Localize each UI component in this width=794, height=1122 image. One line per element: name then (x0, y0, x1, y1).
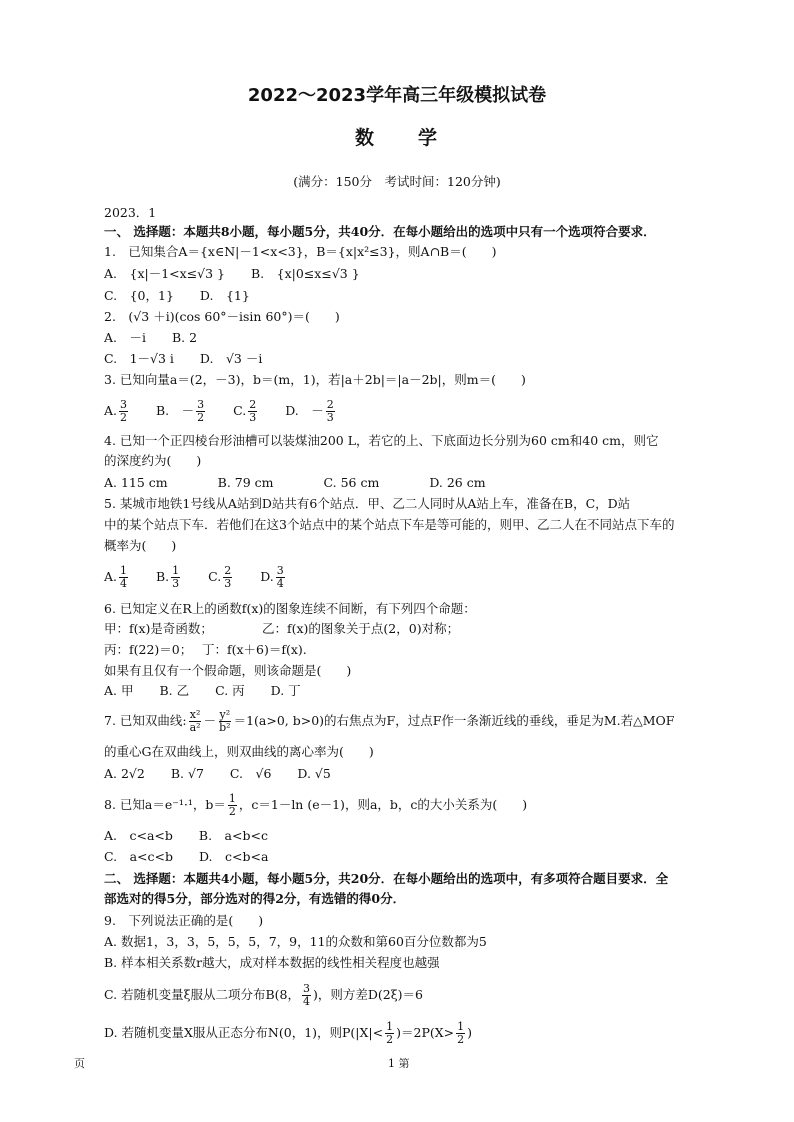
subject-title: 数 学 (354, 127, 439, 149)
q6-proposition-yi: 乙：f(x)的图象关于点(2，0)对称； (262, 621, 460, 636)
q6-option-d: D. 丁 (270, 683, 301, 698)
q6-ask: 如果有且仅有一个假命题，则该命题是( ) (104, 663, 352, 678)
q7-option-d: D. √5 (297, 766, 331, 781)
q9-option-a: A. 数据1，3，3，5，5，5，7，9，11的众数和第60百分位数都为5 (104, 934, 487, 949)
q9-stem: 9. 下列说法正确的是( ) (104, 913, 264, 928)
q9-option-d: D. 若随机变量X服从正态分布N(0，1)，则P(|X|< $\frac{1}{2}$ )＝2P(X> $\frac{1}{2}$ ) (104, 1020, 472, 1046)
q2-option-c: C. 1－√3 i (104, 351, 174, 366)
section1-heading: 一、 选择题：本题共8小题，每小题5分，共40分．在每小题给出的选项中只有一个选项符合要求． (104, 224, 656, 239)
q8-option-c: C. a<c<b (104, 849, 173, 864)
q6-option-b: B. 乙 (159, 683, 190, 698)
q4-stem-line1: 4. 已知一个正四棱台形油槽可以装煤油200 L，若它的上、下底面边长分别为60 cm和40 cm，则它 (104, 433, 659, 448)
q8-options-row2 (104, 849, 290, 865)
q1-option-b: B. {x|0≤x≤√3 } (251, 266, 360, 281)
q4-stem-line2: 的深度约为( ) (104, 453, 202, 468)
q3-option-a: A. $\frac{3}{2}$ (104, 398, 128, 424)
q1-option-a: A. {x|－1<x≤√3 } (104, 266, 226, 281)
q4-option-d: D. 26 cm (429, 475, 486, 490)
footer-left: 页 (74, 1057, 85, 1070)
exam-date: 2023．1 (104, 205, 157, 220)
q6-proposition-jia: 甲：f(x)是奇函数； (104, 621, 213, 636)
q8-stem: 8. 已知a＝e⁻¹·¹，b＝ $\frac{1}{2}$ ，c＝1－ln (e－1)，则a，b，c的大小关系为( ) (104, 792, 528, 818)
q9-option-c: C. 若随机变量ξ服从二项分布B(8， $\frac{3}{4}$ )，则方差D(2ξ)＝6 (104, 982, 423, 1008)
footer-page-number: 1 第 (388, 1057, 410, 1070)
q7-stem-line2: 的重心G在双曲线上，则双曲线的离心率为( ) (104, 744, 374, 759)
q2-stem: 2. (√3 ＋i)(cos 60°－isin 60°)＝( ) (104, 309, 340, 324)
section2-heading-line2: 部选对的得5分，部分选对的得2分，有选错的得0分． (104, 891, 406, 906)
q7-stem-line1: 7. 已知双曲线: $\frac{\text{x²}}{\text{a²}}$ － $\frac{\text{y²}}{\text{b²}}$ ＝1(a>0, b>0)的右焦点为F，过点F作一条渐近线的垂线，垂足为M.若△MOF (104, 708, 675, 734)
q7-options (104, 766, 353, 782)
q3-option-d: D. － $\frac{2}{3}$ (285, 398, 334, 424)
q7-option-a: A. 2√2 (104, 766, 145, 781)
q7-option-b: B. √7 (170, 766, 204, 781)
q8-options-row1 (104, 828, 290, 844)
q5-option-a: A. $\frac{1}{4}$ (104, 564, 128, 590)
q3-options (104, 396, 359, 426)
q6-stem: 6. 已知定义在R上的函数f(x)的图象连续不间断，有下列四个命题： (104, 601, 476, 616)
q3-stem: 3. 已知向量a＝(2，－3)，b＝(m，1)，若|a＋2b|＝|a－2b|，则m＝( ) (104, 372, 526, 387)
q4-option-a: A. 115 cm (104, 475, 168, 490)
q6-proposition-bing: 丙：f(22)＝0； (104, 642, 193, 657)
q8-option-b: B. a<b<c (198, 828, 268, 843)
q1-options-row2 (104, 288, 272, 304)
q7-option-c: C. √6 (229, 766, 272, 781)
q6-option-a: A. 甲 (104, 683, 134, 698)
q2-option-d: D. √3 －i (199, 351, 263, 366)
q1-options-row1 (104, 266, 382, 282)
q5-option-d: D. $\frac{3}{4}$ (260, 564, 284, 590)
q6-options (104, 683, 323, 699)
q5-option-b: B. $\frac{1}{3}$ (156, 564, 180, 590)
q1-option-d: D. {1} (199, 288, 250, 303)
q5-option-c: C. $\frac{2}{3}$ (208, 564, 232, 590)
q2-options-row2 (104, 351, 284, 367)
q5-stem-line1: 5. 某城市地铁1号线从A站到D站共有6个站点．甲、乙二人同时从A站上车，准备在B，C，D站 (104, 496, 631, 511)
q3-option-b: B. － $\frac{3}{2}$ (156, 398, 205, 424)
q2-options-row1 (104, 330, 219, 346)
q5-options (104, 562, 309, 592)
q4-option-c: C. 56 cm (323, 475, 380, 490)
q4-option-b: B. 79 cm (217, 475, 274, 490)
q6-option-c: C. 丙 (215, 683, 245, 698)
q4-options (104, 475, 508, 491)
q5-stem-line3: 概率为( ) (104, 538, 177, 553)
q2-option-a: A. －i (104, 330, 146, 345)
section2-heading-line1: 二、 选择题：本题共4小题，每小题5分，共20分．在每小题给出的选项中，有多项符合题目要求．全 (104, 871, 669, 886)
q2-option-b: B. 2 (171, 330, 198, 345)
q6-proposition-ding: 丁：f(x＋6)＝f(x). (202, 642, 307, 657)
q3-option-c: C. $\frac{2}{3}$ (233, 398, 257, 424)
q1-stem: 1. 已知集合A＝{x∈N|－1<x<3}，B＝{x|x²≤3}，则A∩B＝( ) (104, 244, 497, 259)
q9-option-b: B. 样本相关系数r越大，成对样本数据的线性相关程度也越强 (104, 955, 440, 970)
q5-stem-line2: 中的某个站点下车．若他们在这3个站点中的某个站点下车是等可能的，则甲、乙二人在不同站点下车的 (104, 517, 675, 532)
q8-option-a: A. c<a<b (104, 828, 173, 843)
exam-meta: (满分：150分 考试时间：120分钟) (293, 174, 501, 189)
exam-title: 2022～2023学年高三年级模拟试卷 (247, 85, 547, 106)
q8-option-d: D. c<b<a (198, 849, 269, 864)
q1-option-c: C. {0，1} (104, 288, 174, 303)
